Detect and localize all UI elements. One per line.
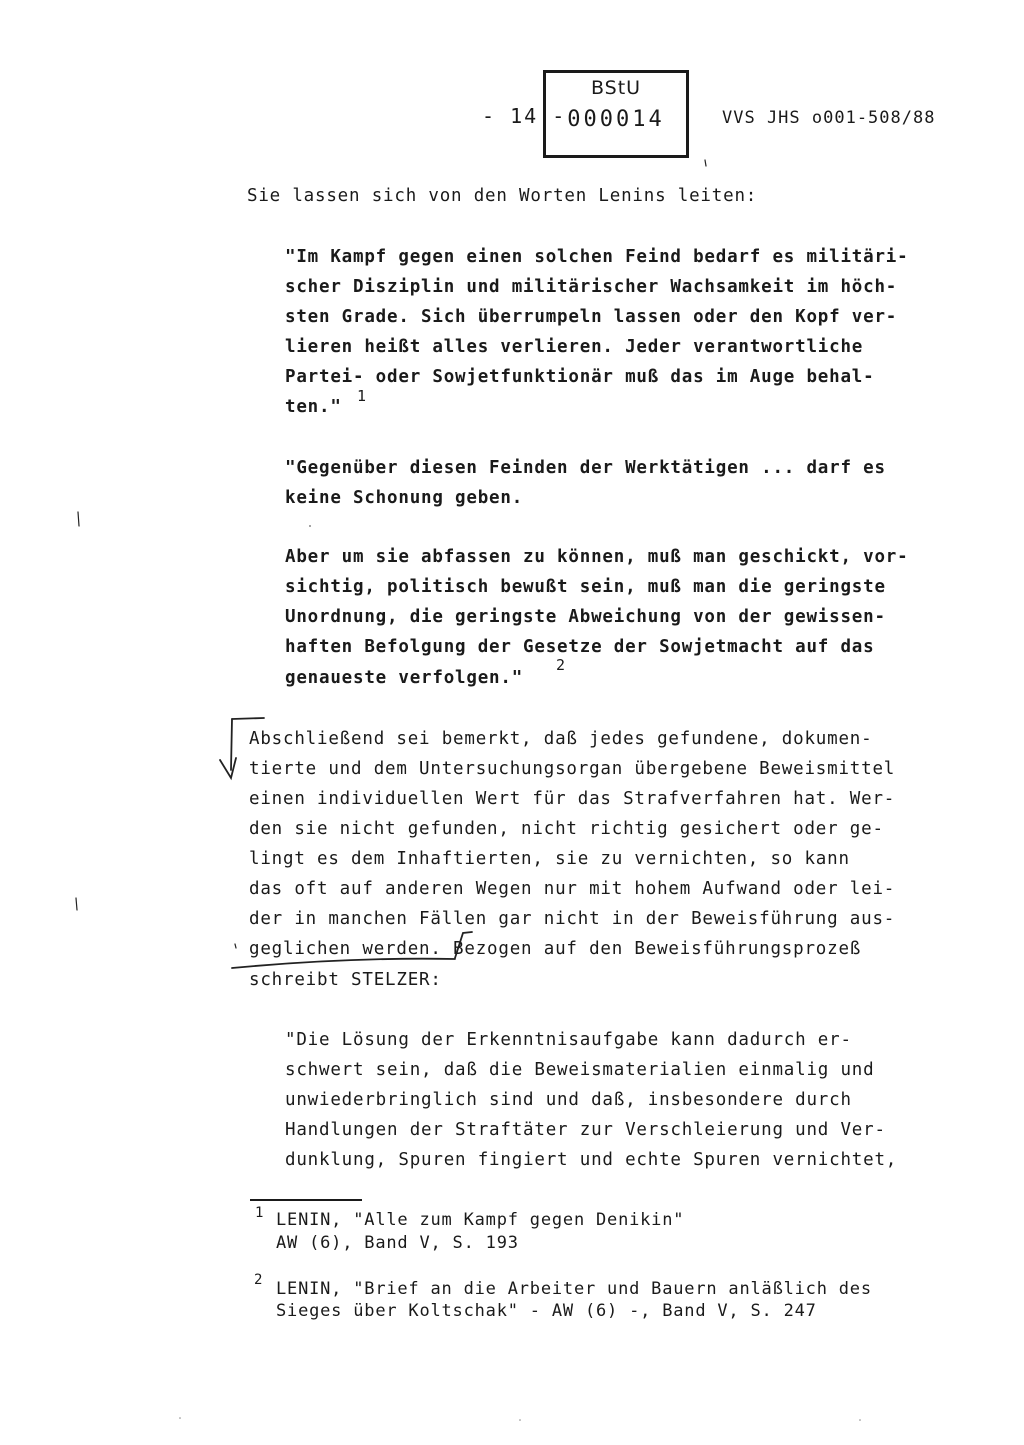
speck	[519, 1419, 521, 1421]
footnote-ref-1: 1	[357, 387, 367, 405]
quote3-line: "Die Lösung der Erkenntnisaufgabe kann dadurch er-	[285, 1030, 852, 1050]
paragraph-line: das oft auf anderen Wegen nur mit hohem Aufwand oder lei-	[249, 879, 896, 899]
paragraph-line: einen individuellen Wert für das Strafverfahren hat. Wer-	[249, 789, 896, 809]
quote1-line: sten Grade. Sich überrumpeln lassen oder den Kopf ver-	[285, 307, 898, 327]
margin-arrow-mark	[220, 758, 236, 778]
stray-mark	[76, 898, 77, 910]
stray-mark	[78, 512, 79, 526]
stray-mark	[705, 160, 706, 166]
paragraph-line: geglichen werden. Bezogen auf den Beweisführungsprozeß	[249, 939, 862, 959]
quote3-line: unwiederbringlich sind und daß, insbesondere durch	[285, 1090, 852, 1110]
quote2-line: Aber um sie abfassen zu können, muß man geschickt, vor-	[285, 547, 909, 567]
speck	[309, 525, 311, 527]
quote1-line: Partei- oder Sowjetfunktionär muß das im Auge behal-	[285, 367, 875, 387]
paragraph-line: schreibt STELZER:	[249, 970, 442, 990]
quote2-line: keine Schonung geben.	[285, 488, 524, 508]
footnote-line: LENIN, "Alle zum Kampf gegen Denikin"	[276, 1210, 685, 1230]
speck	[859, 1419, 861, 1421]
sentence-underline	[232, 959, 455, 968]
paragraph-line: lingt es dem Inhaftierten, sie zu vernichten, so kann	[249, 849, 850, 869]
footnote-number: 1	[255, 1205, 264, 1221]
footnote-separator	[250, 1199, 362, 1201]
quote1-line: lieren heißt alles verlieren. Jeder verantwortliche	[285, 337, 864, 357]
quote2-line: sichtig, politisch bewußt sein, muß man die geringste	[285, 577, 886, 597]
archive-stamp	[543, 70, 689, 158]
quote1-line: scher Disziplin und militärischer Wachsamkeit im höch-	[285, 277, 898, 297]
quote2-line: haften Befolgung der Gesetze der Sowjetmacht auf das	[285, 637, 875, 657]
quote1-line: ten."	[285, 397, 342, 417]
paragraph-line: Abschließend sei bemerkt, daß jedes gefundene, dokumen-	[249, 729, 873, 749]
footnote-ref-2: 2	[556, 656, 566, 674]
margin-bracket-line	[231, 719, 232, 770]
footnote-number: 2	[254, 1272, 263, 1288]
quote3-line: dunklung, Spuren fingiert und echte Spuren vernichtet,	[285, 1150, 898, 1170]
quote2-line: "Gegenüber diesen Feinden der Werktätigen ... darf es	[285, 458, 886, 478]
footnote-line: Sieges über Koltschak" - AW (6) -, Band V, S. 247	[276, 1301, 817, 1321]
paragraph-line: der in manchen Fällen gar nicht in der Beweisführung aus-	[249, 909, 896, 929]
stray-mark	[235, 944, 236, 948]
stamp-label: BStU	[590, 77, 642, 99]
footnote-line: AW (6), Band V, S. 193	[276, 1233, 519, 1253]
paragraph-line: den sie nicht gefunden, nicht richtig gesichert oder ge-	[249, 819, 884, 839]
margin-bracket-top	[232, 718, 264, 719]
quote2-line: Unordnung, die geringste Abweichung von der gewissen-	[285, 607, 886, 627]
footnote-line: LENIN, "Brief an die Arbeiter und Bauern anläßlich des	[276, 1279, 872, 1299]
intro-line: Sie lassen sich von den Worten Lenins leiten:	[247, 186, 758, 206]
quote1-line: "Im Kampf gegen einen solchen Feind bedarf es militäri-	[285, 247, 909, 267]
paragraph-line: tierte und dem Untersuchungsorgan übergebene Beweismittel	[249, 759, 896, 779]
speck	[179, 1417, 181, 1419]
quote3-line: schwert sein, daß die Beweismaterialien einmalig und	[285, 1060, 875, 1080]
stamp-number: 000014	[567, 107, 665, 132]
document-reference: VVS JHS o001-508/88	[722, 108, 936, 128]
page-number: - 14 -	[482, 104, 567, 128]
quote2-line: genaueste verfolgen."	[285, 668, 524, 688]
quote3-line: Handlungen der Straftäter zur Verschleierung und Ver-	[285, 1120, 886, 1140]
